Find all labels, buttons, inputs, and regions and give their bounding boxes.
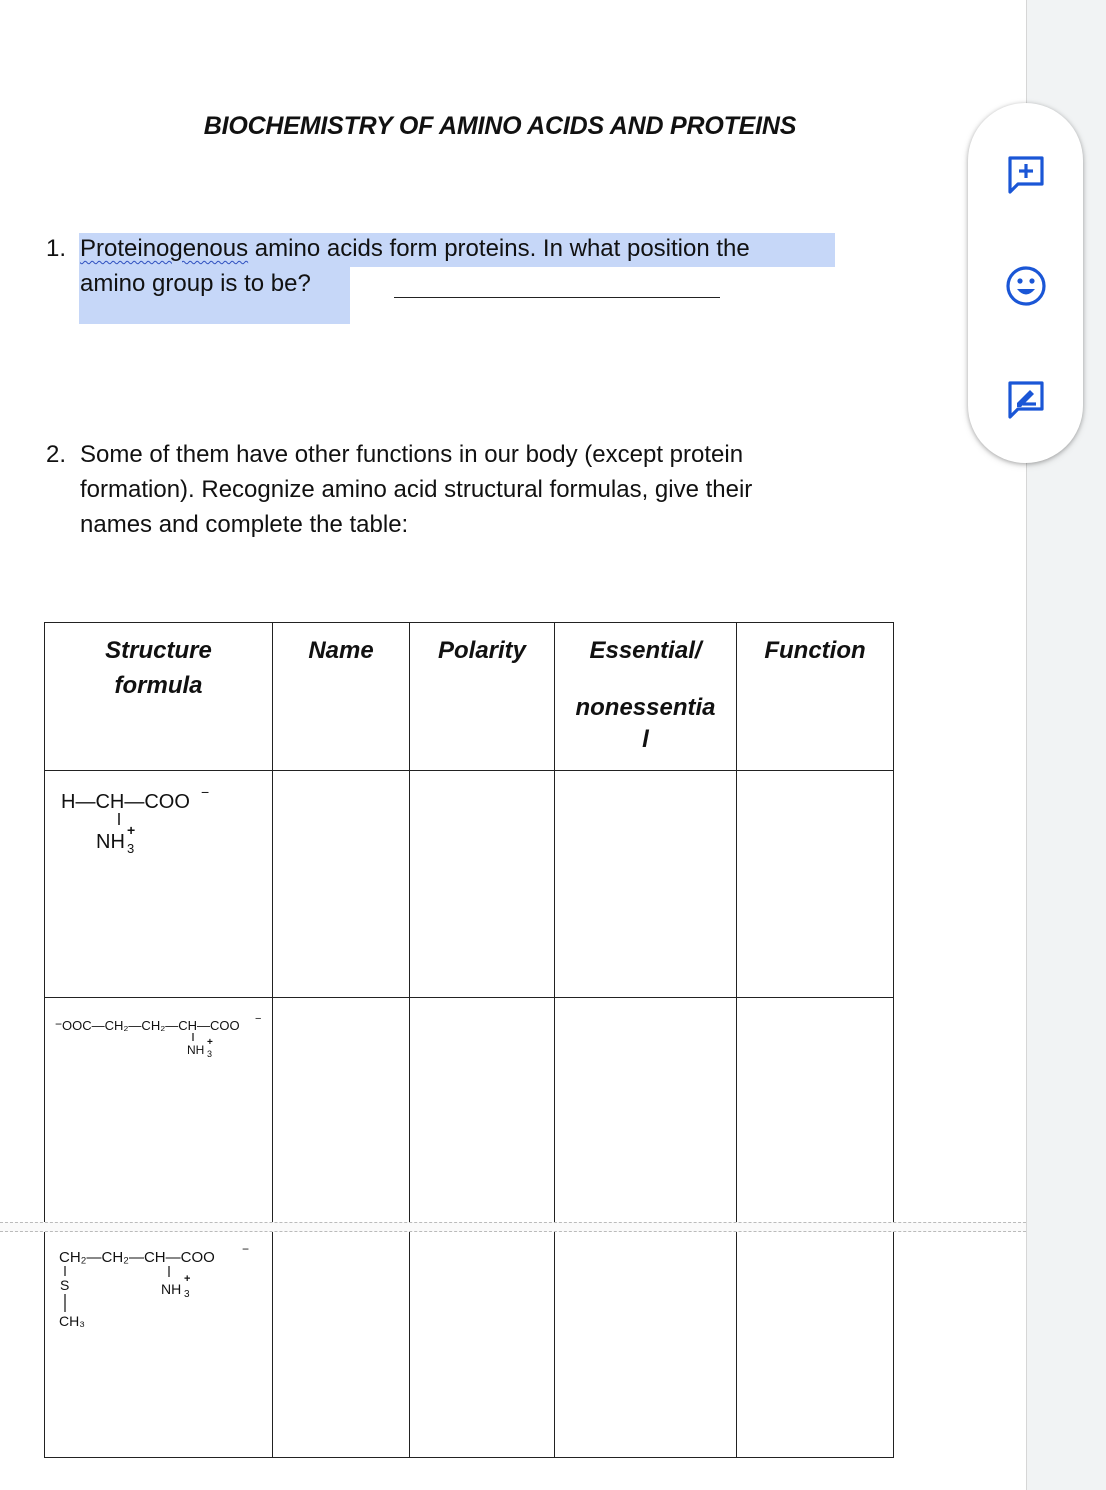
glutamate-formula <box>45 998 272 1229</box>
header-structure-formula[interactable] <box>45 623 273 771</box>
name-cell[interactable] <box>273 771 410 998</box>
methionine-formula <box>45 1230 272 1457</box>
formula-main-text: OOC—CH₂—CH₂—CH—COO <box>62 1018 240 1033</box>
formula-charge: − <box>201 784 210 800</box>
question-number: 1. <box>46 235 67 262</box>
formula-amino-charge: + <box>184 1273 191 1285</box>
formula-amino-text: NH <box>96 831 125 853</box>
header-essential-line-2: nonessentia <box>575 694 716 721</box>
formula-amino-subscript: 3 <box>127 841 135 856</box>
essential-cell[interactable] <box>555 998 737 1230</box>
side-action-toolbar <box>968 103 1083 463</box>
formula-leading-charge: − <box>55 1017 63 1031</box>
table-row <box>45 998 894 1230</box>
answer-blank-line <box>394 297 720 298</box>
add-comment-icon <box>1006 154 1046 194</box>
essential-cell[interactable] <box>555 1230 737 1458</box>
function-cell[interactable] <box>737 771 894 998</box>
emoji-icon <box>1004 264 1048 308</box>
formula-methyl: CH₃ <box>59 1313 85 1329</box>
amino-acid-table <box>44 622 894 1458</box>
function-cell[interactable] <box>737 1230 894 1458</box>
table-row <box>45 1230 894 1458</box>
formula-amino-charge: + <box>127 822 136 838</box>
formula-amino-subscript: 3 <box>184 1289 190 1300</box>
formula-amino-text: NH <box>161 1281 182 1297</box>
polarity-cell[interactable] <box>410 771 555 998</box>
misspelled-word[interactable]: Proteinogenous <box>80 235 249 262</box>
question-2-line-3[interactable]: names and complete the table: <box>80 511 409 538</box>
question-1-line-1-rest: amino acids form proteins. In what position the <box>248 235 750 262</box>
header-polarity[interactable]: Polarity <box>410 623 555 771</box>
table-row <box>45 771 894 998</box>
structure-cell[interactable] <box>45 771 273 998</box>
question-1-line-1[interactable] <box>80 231 750 266</box>
formula-amino-subscript: 3 <box>207 1049 213 1059</box>
header-structure-line-2: formula <box>114 672 203 699</box>
page-break <box>0 1222 1026 1232</box>
question-2-line-1[interactable]: Some of them have other functions in our body (except protein <box>80 441 744 468</box>
formula-main-text: H—CH—COO <box>61 791 190 813</box>
header-structure-line-1: Structure <box>105 637 212 664</box>
name-cell[interactable] <box>273 1230 410 1458</box>
add-comment-button[interactable] <box>1002 150 1050 198</box>
formula-amino-charge: + <box>207 1037 213 1048</box>
add-emoji-reaction-button[interactable] <box>1002 262 1050 310</box>
polarity-cell[interactable] <box>410 1230 555 1458</box>
header-essential[interactable] <box>555 623 737 771</box>
polarity-cell[interactable] <box>410 998 555 1230</box>
header-name[interactable]: Name <box>273 623 410 771</box>
header-essential-line-1: Essential/ <box>589 637 702 664</box>
name-cell[interactable] <box>273 998 410 1230</box>
function-cell[interactable] <box>737 998 894 1230</box>
formula-charge: − <box>255 1013 262 1025</box>
suggest-edits-button[interactable] <box>1002 375 1050 423</box>
glycine-formula <box>45 771 272 997</box>
formula-main-text: CH₂—CH₂—CH—COO <box>59 1249 215 1266</box>
formula-sulfur: S <box>60 1277 70 1293</box>
structure-cell[interactable] <box>45 998 273 1230</box>
header-function[interactable]: Function <box>737 623 894 771</box>
document-title: BIOCHEMISTRY OF AMINO ACIDS AND PROTEINS <box>203 112 797 140</box>
formula-charge: − <box>242 1242 250 1256</box>
header-essential-line-3: l <box>642 726 649 753</box>
essential-cell[interactable] <box>555 771 737 998</box>
question-number: 2. <box>46 441 67 468</box>
question-2-line-2[interactable]: formation). Recognize amino acid structural formulas, give their <box>80 476 753 503</box>
formula-amino-text: NH <box>187 1043 205 1057</box>
suggest-edit-icon <box>1006 379 1046 419</box>
table-header-row <box>45 623 894 771</box>
structure-cell[interactable] <box>45 1230 273 1458</box>
question-1-line-2[interactable]: amino group is to be? <box>80 270 311 297</box>
